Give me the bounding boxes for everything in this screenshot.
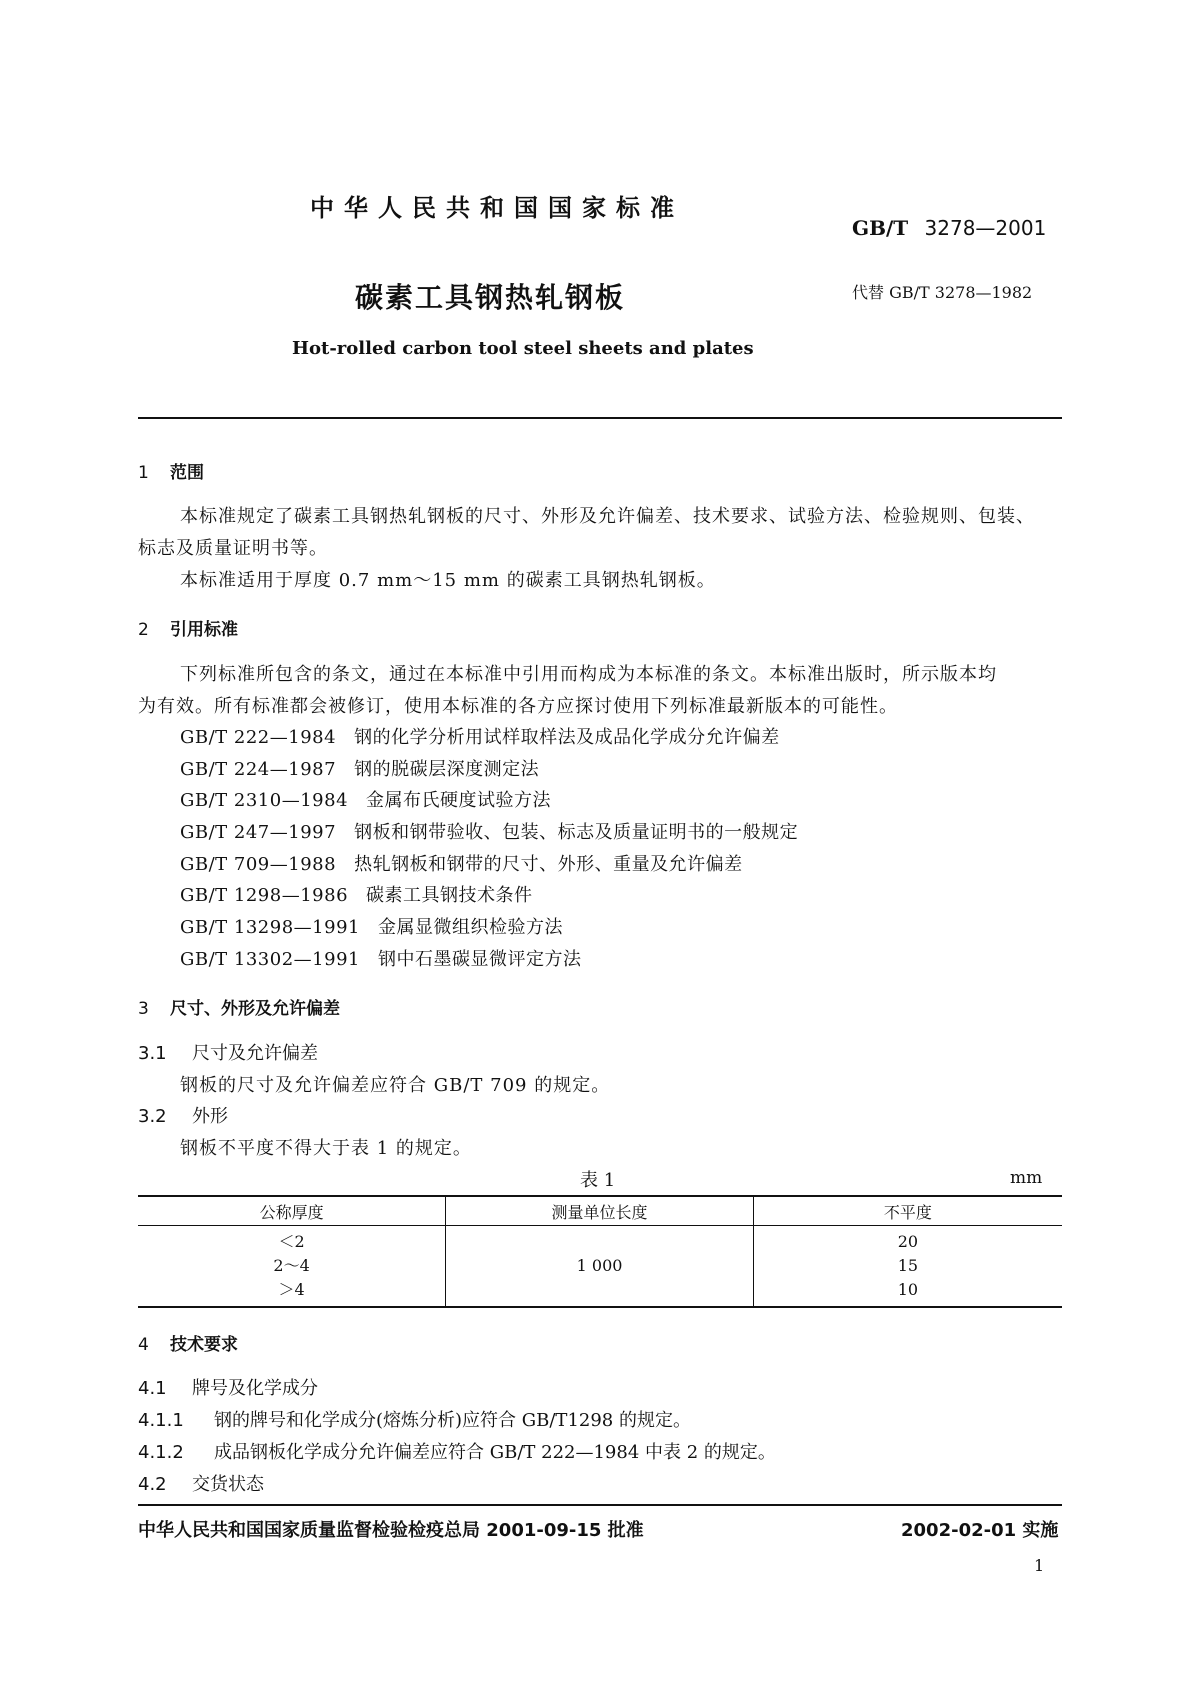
table-caption: 表 1 bbox=[580, 1170, 616, 1191]
section-number: 4 bbox=[138, 1335, 149, 1355]
reference-name: 热轧钢板和钢带的尺寸、外形、重量及允许偏差 bbox=[354, 854, 743, 875]
subsection-title: 牌号及化学成分 bbox=[192, 1378, 318, 1399]
reference-item bbox=[180, 786, 551, 812]
table-row bbox=[138, 1226, 1062, 1308]
subsection-title: 尺寸及允许偏差 bbox=[192, 1043, 318, 1064]
section-2-para-line-2: 为有效。所有标准都会被修订，使用本标准的各方应探讨使用下列标准最新版本的可能性。 bbox=[138, 696, 898, 717]
reference-code: GB/T 224—1987 bbox=[180, 759, 337, 780]
standard-code-number: 3278—2001 bbox=[924, 216, 1047, 240]
document-title: 碳素工具钢热轧钢板 bbox=[355, 281, 626, 314]
reference-name: 金属布氏硬度试验方法 bbox=[366, 790, 552, 811]
reference-item bbox=[180, 755, 539, 781]
section-number: 2 bbox=[138, 620, 149, 640]
subsection-text: 成品钢板化学成分允许偏差应符合 GB/T 222—1984 中表 2 的规定。 bbox=[214, 1442, 776, 1463]
reference-code: GB/T 709—1988 bbox=[180, 854, 337, 875]
english-title: Hot-rolled carbon tool steel sheets and plates bbox=[292, 338, 754, 359]
section-1-heading bbox=[138, 458, 204, 483]
replaces-standard: 代替 GB/T 3278—1982 bbox=[852, 283, 1033, 302]
thickness-value: ＞4 bbox=[278, 1280, 305, 1299]
reference-item bbox=[180, 850, 743, 876]
reference-code: GB/T 2310—1984 bbox=[180, 790, 349, 811]
section-2-para-line-1: 下列标准所包含的条文，通过在本标准中引用而构成为本标准的条文。本标准出版时，所示版本均 bbox=[180, 664, 997, 685]
section-title: 引用标准 bbox=[170, 620, 238, 640]
subsection-3-2-heading bbox=[138, 1102, 228, 1128]
reference-code: GB/T 13298—1991 bbox=[180, 917, 360, 938]
length-value: 1 000 bbox=[576, 1256, 623, 1275]
section-title: 尺寸、外形及允许偏差 bbox=[170, 999, 340, 1019]
section-number: 1 bbox=[138, 463, 149, 483]
section-1-para-1-line-2: 标志及质量证明书等。 bbox=[138, 538, 328, 559]
subsection-number: 3.1 bbox=[138, 1043, 167, 1064]
flatness-value: 10 bbox=[897, 1280, 919, 1299]
subsection-3-1-text: 钢板的尺寸及允许偏差应符合 GB/T 709 的规定。 bbox=[180, 1075, 611, 1096]
section-3-heading bbox=[138, 994, 340, 1019]
page-number: 1 bbox=[1034, 1556, 1045, 1575]
subsection-title: 交货状态 bbox=[192, 1474, 264, 1495]
flatness-table bbox=[138, 1195, 1062, 1308]
thickness-value: ＜2 bbox=[278, 1232, 305, 1251]
subsection-4-1-2 bbox=[138, 1438, 776, 1464]
subsection-number: 4.1.1 bbox=[138, 1410, 184, 1431]
subsection-number: 4.2 bbox=[138, 1474, 167, 1495]
flatness-value: 20 bbox=[897, 1232, 919, 1251]
subsection-number: 4.1 bbox=[138, 1378, 167, 1399]
approval-line: 中华人民共和国国家质量监督检验检疫总局 2001-09-15 批准 bbox=[138, 1520, 644, 1541]
table-header: 测量单位长度 bbox=[446, 1196, 754, 1226]
length-cell bbox=[446, 1226, 754, 1308]
reference-item bbox=[180, 913, 563, 939]
reference-name: 钢中石墨碳显微评定方法 bbox=[377, 949, 582, 970]
section-1-para-2: 本标准适用于厚度 0.7 mm～15 mm 的碳素工具钢热轧钢板。 bbox=[180, 570, 716, 591]
subsection-4-2-heading bbox=[138, 1470, 264, 1496]
table-unit: mm bbox=[1010, 1168, 1043, 1188]
reference-name: 钢的化学分析用试样取样法及成品化学成分允许偏差 bbox=[354, 727, 780, 748]
footer-rule bbox=[138, 1504, 1062, 1506]
subsection-title: 外形 bbox=[192, 1106, 228, 1127]
reference-item bbox=[180, 818, 798, 844]
subsection-number: 4.1.2 bbox=[138, 1442, 184, 1463]
section-title: 范围 bbox=[170, 463, 204, 483]
reference-name: 钢的脱碳层深度测定法 bbox=[354, 759, 540, 780]
table-header: 公称厚度 bbox=[138, 1196, 446, 1226]
section-title: 技术要求 bbox=[170, 1335, 238, 1355]
standard-code-prefix: GB/T bbox=[852, 216, 909, 240]
header-rule bbox=[138, 417, 1062, 419]
table-header-row bbox=[138, 1196, 1062, 1226]
thickness-cell bbox=[138, 1226, 446, 1308]
reference-item bbox=[180, 881, 533, 907]
reference-name: 钢板和钢带验收、包装、标志及质量证明书的一般规定 bbox=[354, 822, 799, 843]
thickness-value: 2～4 bbox=[273, 1256, 310, 1275]
subsection-3-1-heading bbox=[138, 1039, 318, 1065]
section-2-heading bbox=[138, 615, 238, 640]
effective-date: 2002-02-01 实施 bbox=[901, 1520, 1059, 1541]
reference-code: GB/T 222—1984 bbox=[180, 727, 337, 748]
subsection-number: 3.2 bbox=[138, 1106, 167, 1127]
standard-code bbox=[852, 216, 1046, 240]
flatness-value: 15 bbox=[897, 1256, 919, 1275]
subsection-4-1-heading bbox=[138, 1374, 318, 1400]
reference-code: GB/T 247—1997 bbox=[180, 822, 337, 843]
subsection-3-2-text: 钢板不平度不得大于表 1 的规定。 bbox=[180, 1138, 472, 1159]
reference-item bbox=[180, 723, 780, 749]
section-1-para-1-line-1: 本标准规定了碳素工具钢热轧钢板的尺寸、外形及允许偏差、技术要求、试验方法、检验规则、包装、 bbox=[180, 506, 1035, 527]
section-number: 3 bbox=[138, 999, 149, 1019]
reference-name: 金属显微组织检验方法 bbox=[377, 917, 563, 938]
flatness-cell bbox=[753, 1226, 1062, 1308]
section-4-heading bbox=[138, 1330, 238, 1355]
reference-name: 碳素工具钢技术条件 bbox=[366, 885, 533, 906]
reference-item bbox=[180, 945, 581, 971]
standard-title: 中华人民共和国国家标准 bbox=[310, 194, 684, 222]
subsection-4-1-1 bbox=[138, 1406, 691, 1432]
reference-code: GB/T 13302—1991 bbox=[180, 949, 360, 970]
reference-code: GB/T 1298—1986 bbox=[180, 885, 349, 906]
table-header: 不平度 bbox=[753, 1196, 1062, 1226]
subsection-text: 钢的牌号和化学成分(熔炼分析)应符合 GB/T1298 的规定。 bbox=[214, 1410, 691, 1431]
